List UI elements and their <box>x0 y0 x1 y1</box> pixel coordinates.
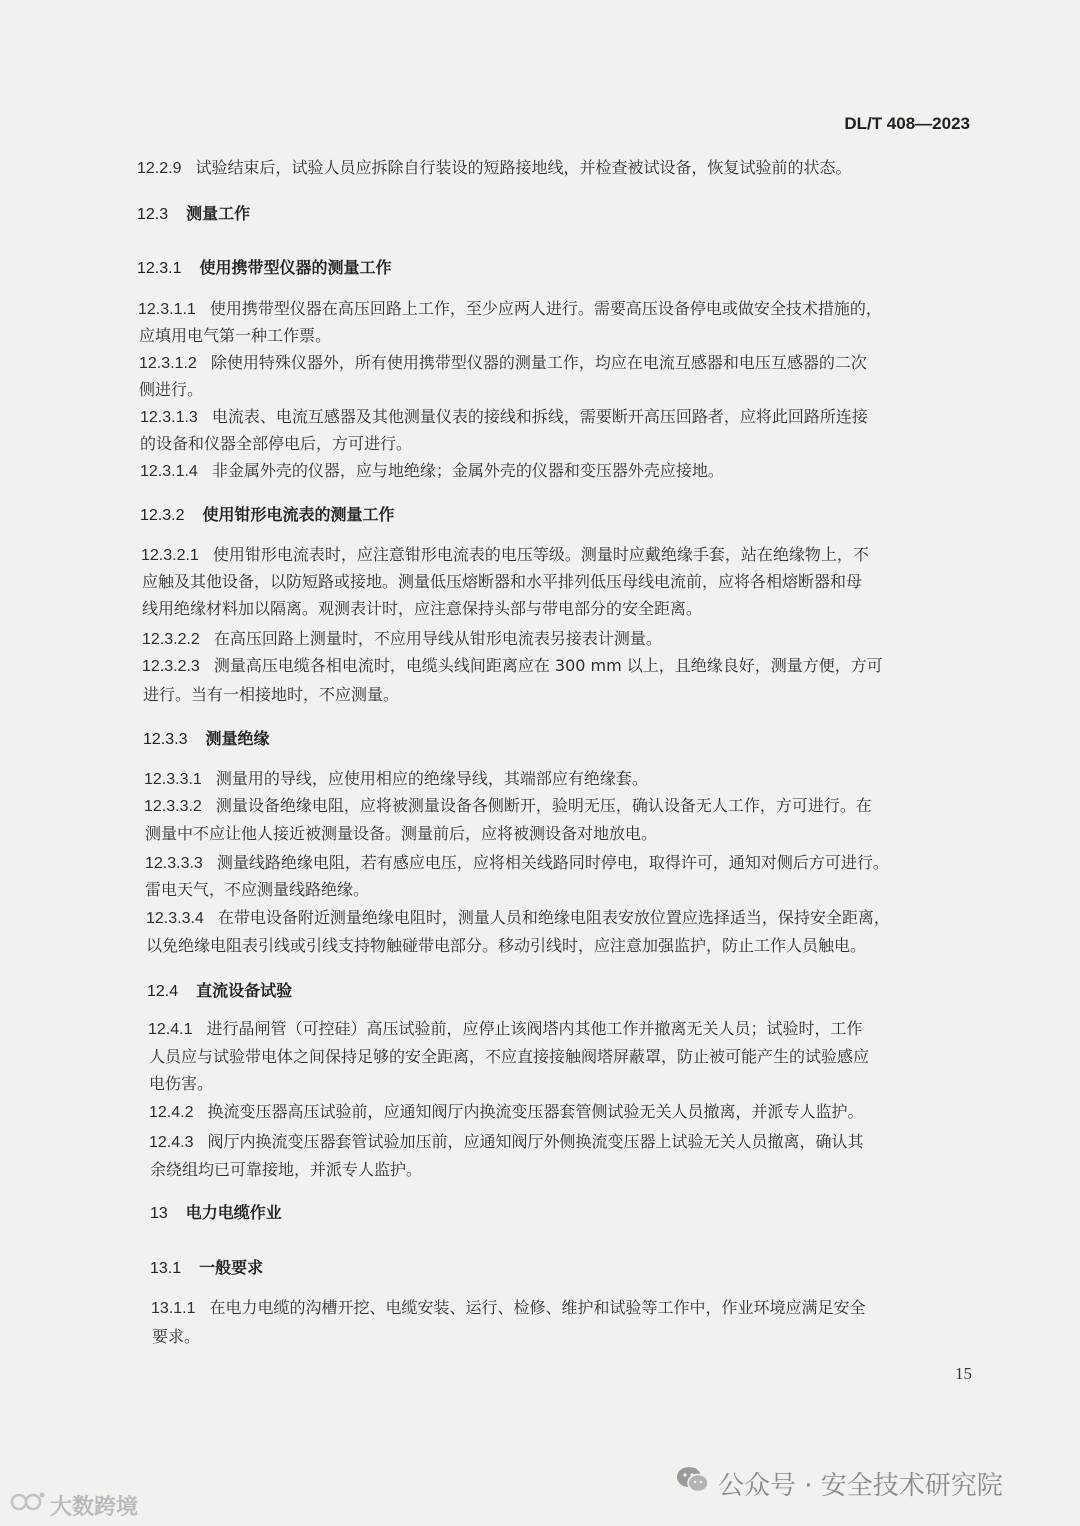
clause-line: 12.3.1.1 使用携带型仪器在高压回路上工作，至少应两人进行。需要高压设备停电或做安全技术措施的， <box>138 299 882 318</box>
clause-line: 13.1.1 在电力电缆的沟槽开挖、电缆安装、运行、检修、维护和试验等工作中，作业环境应满足安全 <box>151 1298 866 1317</box>
clause-continuation: 应触及其他设备，以防短路或接地。测量低压熔断器和水平排列低压母线电流前，应将各相熔断器和母 <box>142 572 863 591</box>
clause-continuation: 人员应与试验带电体之间保持足够的安全距离，不应直接接触阀塔屏蔽罩，防止被可能产生的试验感应 <box>149 1047 870 1066</box>
clause-continuation: 余绕组均已可靠接地，并派专人监护。 <box>150 1160 423 1179</box>
clause-continuation: 雷电天气，不应测量线路绝缘。 <box>145 880 370 899</box>
subsection-heading: 12.3.1 使用携带型仪器的测量工作 <box>137 258 392 277</box>
brand-watermark <box>10 1490 138 1520</box>
section-heading: 13.1 一般要求 <box>150 1258 264 1277</box>
clause-line: 12.4.3 阀厅内换流变压器套管试验加压前，应通知阀厅外侧换流变压器上试验无关人员撤离，确认其 <box>149 1132 864 1151</box>
section-heading: 12.3 测量工作 <box>137 204 251 223</box>
brand-logo-icon <box>10 1489 46 1521</box>
clause-continuation: 要求。 <box>152 1327 201 1346</box>
clause-continuation: 电伤害。 <box>149 1074 214 1093</box>
clause-continuation: 的设备和仪器全部停电后，方可进行。 <box>140 434 413 453</box>
clause-line: 12.3.1.4 非金属外壳的仪器，应与地绝缘；金属外壳的仪器和变压器外壳应接地。 <box>140 461 724 480</box>
clause-line: 12.3.3.4 在带电设备附近测量绝缘电阻时，测量人员和绝缘电阻表安放位置应选择适当，保持安全距离， <box>146 908 890 927</box>
clause-line: 12.4.2 换流变压器高压试验前，应通知阀厅内换流变压器套管侧试验无关人员撤离，并派专人监护。 <box>149 1102 864 1121</box>
section-heading: 12.4 直流设备试验 <box>147 981 293 1000</box>
page-number: 15 <box>955 1364 972 1383</box>
wechat-watermark <box>676 1463 1003 1503</box>
clause-line: 12.3.1.3 电流表、电流互感器及其他测量仪表的接线和拆线，需要断开高压回路者，应将此回路所连接 <box>140 407 868 426</box>
clause-continuation: 测量中不应让他人接近被测量设备。测量前后，应将被测设备对地放电。 <box>145 824 658 843</box>
subsection-heading: 12.3.2 使用钳形电流表的测量工作 <box>140 505 395 524</box>
clause-line: 12.3.2.2 在高压回路上测量时，不应用导线从钳形电流表另接表计测量。 <box>142 629 662 648</box>
clause-continuation: 侧进行。 <box>139 380 204 399</box>
clause-line: 12.4.1 进行晶闸管（可控硅）高压试验前，应停止该阀塔内其他工作并撤离无关人员；试验时，工作 <box>148 1019 863 1038</box>
clause-line: 12.3.2.1 使用钳形电流表时，应注意钳形电流表的电压等级。测量时应戴绝缘手套，站在绝缘物上，不 <box>141 545 869 564</box>
clause-line: 12.3.3.3 测量线路绝缘电阻，若有感应电压，应将相关线路同时停电，取得许可，通知对侧后方可进行。 <box>145 853 889 872</box>
wechat-icon <box>676 1465 710 1502</box>
clause-continuation: 应填用电气第一种工作票。 <box>139 326 332 345</box>
clause-line: 12.2.9 试验结束后，试验人员应拆除自行装设的短路接地线，并检查被试设备，恢复试验前的状态。 <box>137 158 852 177</box>
clause-continuation: 以免绝缘电阻表引线或引线支持物触碰带电部分。移动引线时，应注意加强监护，防止工作人员触电。 <box>146 936 867 955</box>
clause-line: 12.3.3.2 测量设备绝缘电阻，应将被测量设备各侧断开，验明无压，确认设备无人工作，方可进行。在 <box>144 796 872 815</box>
clause-continuation: 进行。当有一相接地时，不应测量。 <box>143 685 400 704</box>
wechat-watermark-text: 公众号 · 安全技术研究院 <box>718 1470 1003 1501</box>
document-code: DL/T 408—2023 <box>844 114 970 133</box>
chapter-heading: 13 电力电缆作业 <box>150 1203 282 1222</box>
brand-watermark-text: 大数跨境 <box>50 1494 139 1520</box>
clause-line: 12.3.3.1 测量用的导线，应使用相应的绝缘导线，其端部应有绝缘套。 <box>144 769 648 788</box>
clause-continuation: 线用绝缘材料加以隔离。观测表计时，应注意保持头部与带电部分的安全距离。 <box>142 599 703 618</box>
subsection-heading: 12.3.3 测量绝缘 <box>143 729 270 748</box>
clause-line: 12.3.1.2 除使用特殊仪器外，所有使用携带型仪器的测量工作，均应在电流互感器和电压互感器的二次 <box>139 353 867 372</box>
clause-line: 12.3.2.3 测量高压电缆各相电流时，电缆头线间距离应在 300 mm 以上，且绝缘良好，测量方便，方可 <box>142 656 883 675</box>
